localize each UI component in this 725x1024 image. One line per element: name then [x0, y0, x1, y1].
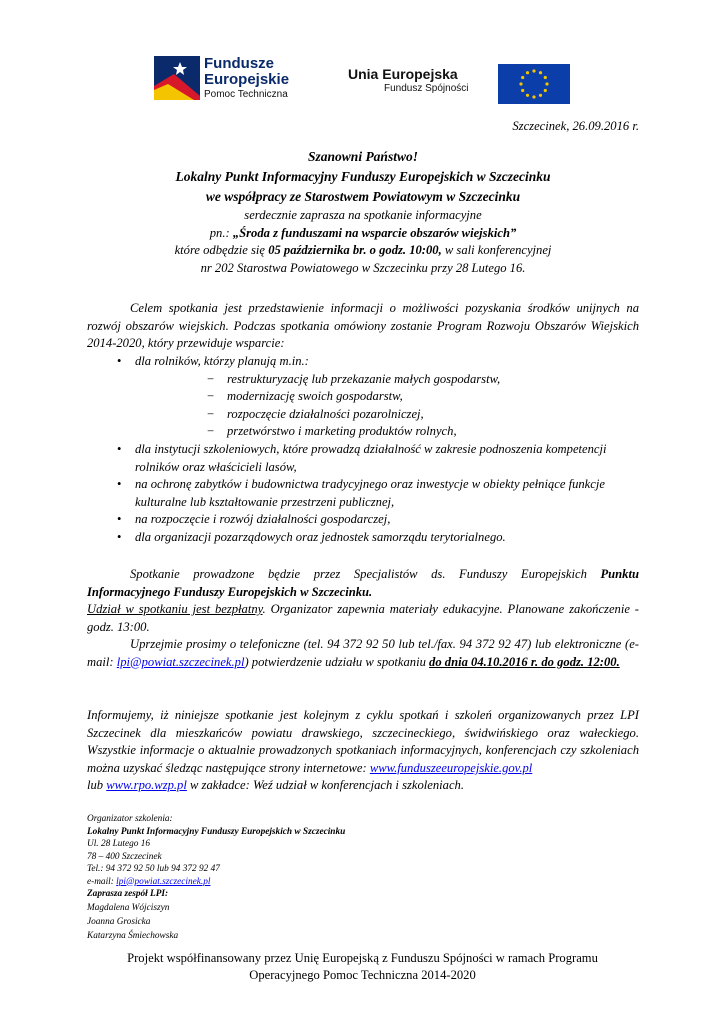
organizer-block — [87, 813, 345, 943]
when-prefix: które odbędzie się — [174, 243, 269, 258]
lead-text: Spotkanie prowadzone będzie przez Specjalistów ds. Funduszy Europejskich — [130, 567, 601, 581]
team-member: Katarzyna Śmiechowska — [87, 930, 179, 941]
organizer-street: Ul. 28 Lutego 16 — [87, 839, 151, 849]
organizer-label: Organizator szkolenia: — [87, 814, 173, 824]
list-item: − rozpoczęcie działalności pozarolniczej, — [135, 406, 639, 424]
purpose-paragraph: Celem spotkania jest przedstawienie informacji o możliwości pozyskania środków unijnych na rozwój obszarów wiejskich. Podczas spotkania omówiony zostanie Program Rozwoju Obszarów Wiejskich 2014-2020, który przewiduje wsparcie: — [87, 301, 639, 351]
ue-subtitle: Fundusz Spójności — [384, 83, 469, 94]
funding-footer — [0, 950, 725, 984]
list-item: − przetwórstwo i marketing produktów rolnych, — [135, 423, 639, 441]
organizer-email-line — [87, 876, 345, 889]
organizer-tel: Tel.: 94 372 92 50 lub 94 372 92 47 — [87, 864, 220, 874]
invite-line: serdecznie zaprasza na spotkanie informacyjne — [244, 208, 482, 222]
confirm-text: Uprzejmie prosimy o telefoniczne (tel. 94 372 92 50 lub tel./fax. 94 372 92 47) lub elektroniczne (e-mail: — [87, 637, 639, 669]
rpo-link[interactable]: www.rpo.wzp.pl — [106, 778, 187, 793]
greeting-block — [87, 147, 639, 207]
when-line — [87, 242, 639, 260]
info-or: lub — [87, 778, 107, 793]
organizer-email-label: e-mail: — [87, 876, 117, 887]
eu-star-icon — [519, 82, 522, 85]
eu-star-icon — [521, 89, 524, 92]
eu-star-icon — [526, 94, 529, 97]
eu-flag-icon — [498, 64, 570, 104]
organizer-name: Lokalny Punkt Informacyjny Funduszy Europejskich w Szczecinku — [87, 826, 346, 837]
ue-text-block — [348, 66, 469, 96]
info-end: w zakładce: Weź udział w konferencjach i szkoleniach. — [186, 778, 464, 793]
list-item: • na ochronę zabytków i budownictwa tradycyjnego oraz inwestycje w obiekty pełniące funkcje kulturalne lub kształtowanie przestrzeni publicznej, — [87, 476, 639, 511]
ue-title: Unia Europejska — [348, 66, 458, 82]
eu-star-icon — [544, 89, 547, 92]
confirm-paragraph — [87, 636, 639, 671]
eu-star-icon — [544, 76, 547, 79]
funduszeeuropejskie-link[interactable]: www.funduszeeuropejskie.gov.pl — [369, 760, 533, 775]
free-paragraph — [87, 601, 639, 636]
free-notice: Udział w spotkaniu jest bezpłatny — [87, 602, 263, 616]
where-line: nr 202 Starostwa Powiatowego w Szczecinku przy 28 Lutego 16. — [200, 260, 526, 275]
team-member: Magdalena Wójciszyn — [87, 902, 170, 913]
organizer-email-link[interactable]: lpi@powiat.szczecinek.pl — [116, 876, 211, 887]
when-suffix: w sali konferencyjnej — [441, 243, 552, 258]
letter-date: Szczecinek, 26.09.2016 r. — [512, 119, 639, 133]
logo-bar — [150, 52, 580, 112]
list-item: • dla instytucji szkoleniowych, które prowadzą działalność w zakresie podnoszenia kompetencji rolników oraz właścicieli lasów, — [87, 441, 639, 476]
fe-subtitle: Pomoc Techniczna — [204, 89, 288, 100]
cooperation-line: we współpracy ze Starostwem Powiatowym w Szczecinku — [205, 189, 521, 204]
greeting: Szanowni Państwo! — [308, 149, 418, 164]
eu-star-icon — [521, 76, 524, 79]
eu-star-icon — [532, 95, 535, 98]
list-item: − modernizację swoich gospodarstw, — [135, 388, 639, 406]
event-name: „Środa z funduszami na wsparcie obszarów wiejskich” — [232, 225, 517, 240]
event-prefix: pn.: — [209, 225, 233, 240]
footer-line2: Operacyjnego Pomoc Techniczna 2014-2020 — [249, 968, 476, 982]
eu-star-icon — [532, 69, 535, 72]
list-item: • dla organizacji pozarządowych oraz jednostek samorządu terytorialnego. — [87, 529, 639, 547]
info-text: Informujemy, iż niniejsze spotkanie jest kolejnym z cyklu spotkań i szkoleń organizowanych przez LPI Szczecinek dla mieszkańców powiatu drawskiego, szczecineckiego, świdwińskiego oraz wałeckiego. Wszystkie informacje o aktualnie prowadzonych spotkaniach informacyjnych, konferencjach czy szkoleniach można uzyskać śledząc następujące strony internetowe: — [87, 708, 639, 775]
confirm-mid: ) potwierdzenie udziału w spotkaniu — [244, 654, 430, 669]
invitation-block — [87, 207, 639, 277]
free-details: . Organizator zapewnia materiały edukacyjne. Planowane zakończenie - godz. 13:00. — [87, 602, 639, 634]
when-date: 05 października br. o godz. 10:00, — [268, 243, 442, 258]
bullet-farmers: dla rolników, którzy planują m.in.: — [135, 354, 309, 368]
fe-flag-icon — [154, 56, 200, 100]
footer-line1: Projekt współfinansowany przez Unię Europejską z Funduszu Spójności w ramach Programu — [127, 951, 598, 965]
email-link[interactable]: lpi@powiat.szczecinek.pl — [116, 654, 245, 669]
lead-org: Punktu Informacyjnego Funduszy Europejskich w Szczecinku. — [87, 567, 639, 599]
team-member: Joanna Grosicka — [87, 916, 151, 927]
info-paragraph — [87, 707, 639, 795]
organizer-line: Lokalny Punkt Informacyjny Funduszy Europejskich w Szczecinku — [175, 169, 551, 184]
fe-title-line1: Fundusze — [204, 55, 274, 72]
confirm-deadline: do dnia 04.10.2016 r. do godz. 12:00. — [429, 654, 620, 669]
eu-star-icon — [545, 82, 548, 85]
farmers-sublist — [135, 371, 639, 441]
support-list — [87, 353, 639, 547]
eu-star-icon — [526, 71, 529, 74]
list-item: • na rozpoczęcie i rozwój działalności gospodarczej, — [87, 511, 639, 529]
event-line — [87, 225, 639, 243]
organizer-city: 78 – 400 Szczecinek — [87, 851, 162, 862]
fundusze-europejskie-logo — [150, 52, 340, 106]
list-item: − restrukturyzację lub przekazanie małych gospodarstw, — [135, 371, 639, 389]
list-item — [87, 353, 639, 441]
lead-paragraph — [87, 566, 639, 601]
eu-star-icon — [539, 71, 542, 74]
fe-title-line2: Europejskie — [204, 71, 290, 88]
team-label: Zaprasza zespół LPI: — [87, 889, 169, 899]
eu-star-icon — [539, 94, 542, 97]
